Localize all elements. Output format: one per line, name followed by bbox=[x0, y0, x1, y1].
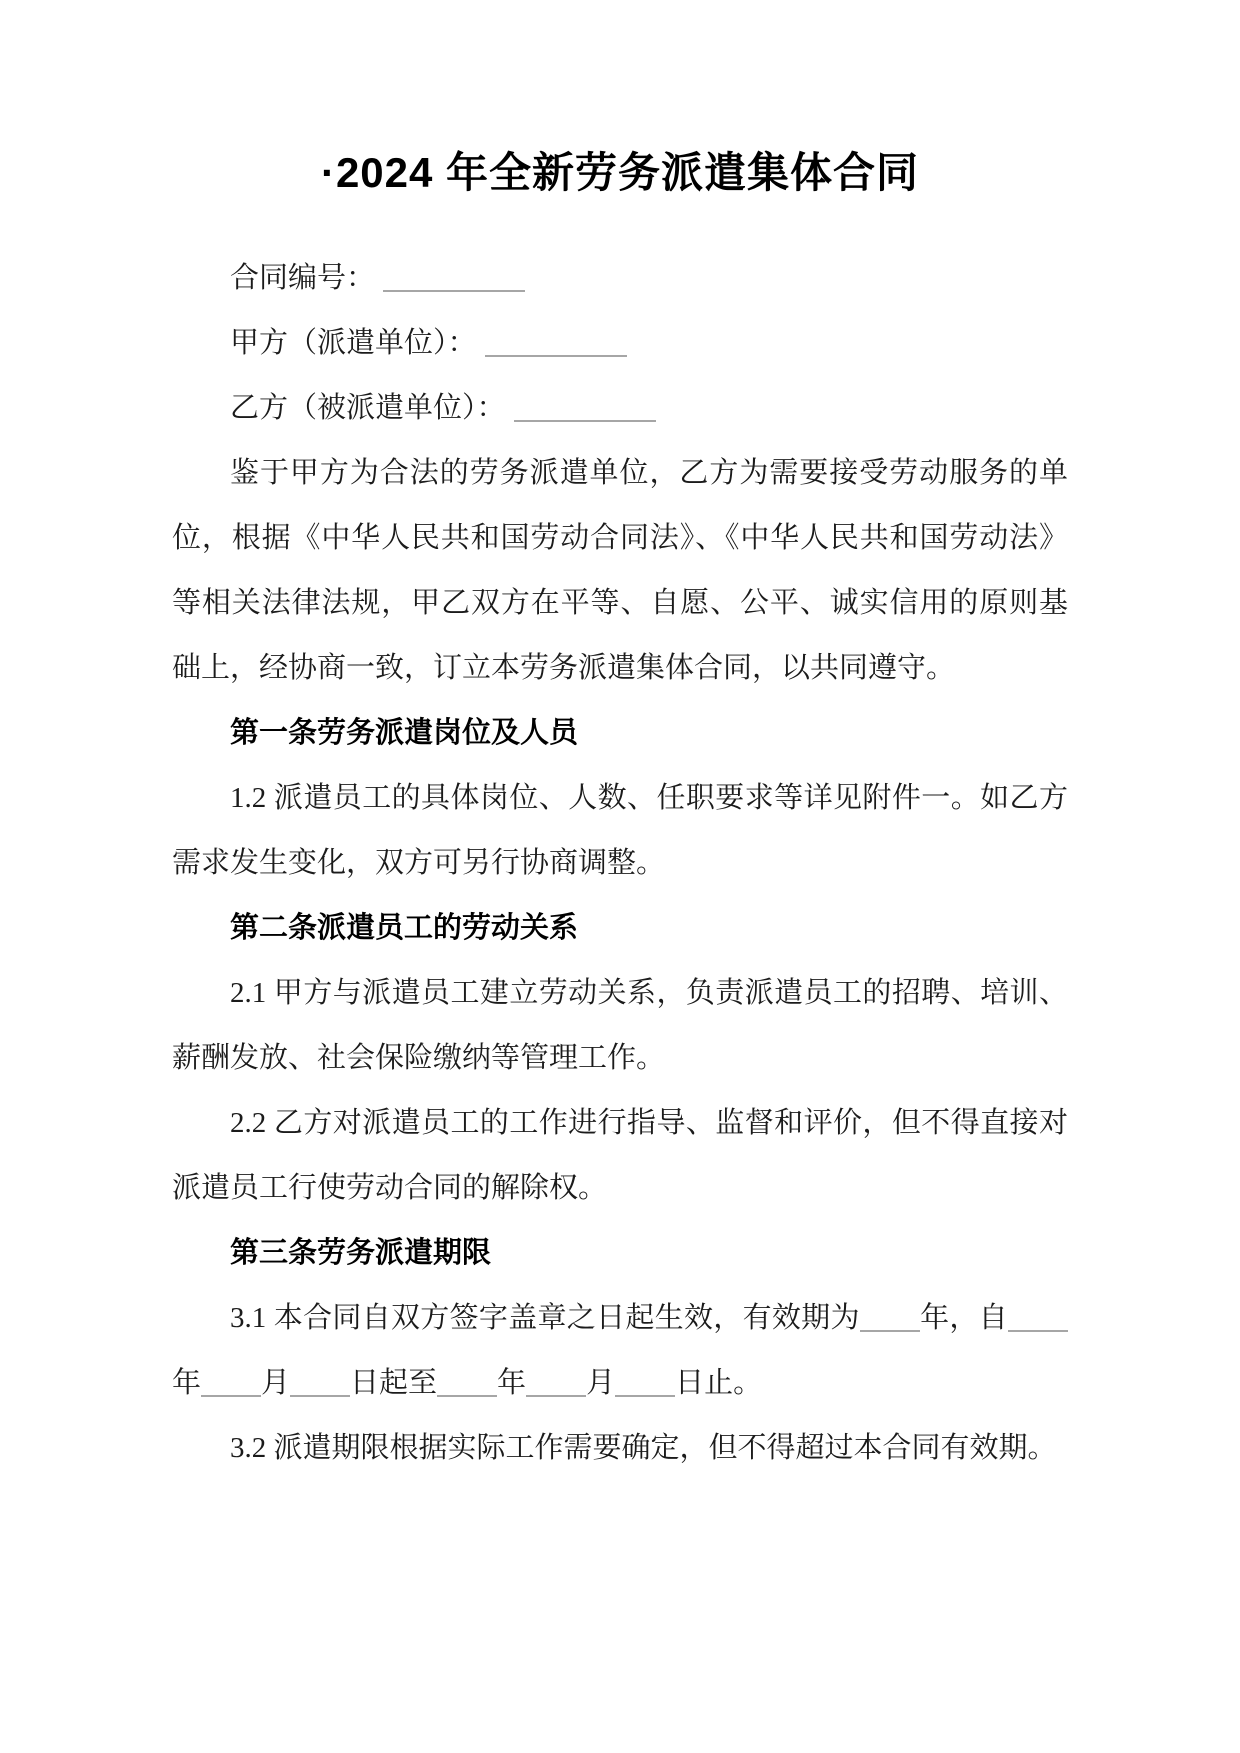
contract-number-row bbox=[172, 246, 1068, 311]
fill-in-blank bbox=[615, 1366, 675, 1397]
section-1-heading: 第一条劳务派遣岗位及人员 bbox=[230, 717, 579, 749]
party-a-row bbox=[172, 311, 1068, 376]
contract-number-label: 合同编号： bbox=[230, 262, 376, 294]
clause-1-2: 1.2 派遣员工的具体岗位、人数、任职要求等详见附件一。如乙方需求发生变化，双方可另行协商调整。 bbox=[172, 782, 1068, 879]
clause-2-1: 2.1 甲方与派遣员工建立劳动关系，负责派遣员工的招聘、培训、薪酬发放、社会保险缴纳等管理工作。 bbox=[172, 977, 1068, 1074]
party-b-label: 乙方（被派遣单位）： bbox=[230, 392, 506, 424]
party-a-blank bbox=[485, 326, 627, 357]
preamble-paragraph: 鉴于甲方为合法的劳务派遣单位，乙方为需要接受劳动服务的单位，根据《中华人民共和国劳动合同法》、《中华人民共和国劳动法》等相关法律法规，甲乙双方在平等、自愿、公平、诚实信用的原则基础上，经协商一致，订立本劳务派遣集体合同，以共同遵守。 bbox=[172, 457, 1068, 684]
fill-in-blank bbox=[437, 1366, 497, 1397]
fill-in-blank bbox=[1008, 1301, 1068, 1332]
contract-number-blank bbox=[383, 261, 525, 292]
clause-2-2: 2.2 乙方对派遣员工的工作进行指导、监督和评价，但不得直接对派遣员工行使劳动合同的解除权。 bbox=[172, 1107, 1068, 1204]
section-3-heading: 第三条劳务派遣期限 bbox=[230, 1237, 492, 1269]
fill-in-blank bbox=[290, 1366, 350, 1397]
page-title: ·2024 年全新劳务派遣集体合同 bbox=[320, 149, 920, 196]
fill-in-blank bbox=[201, 1366, 261, 1397]
party-b-blank bbox=[514, 391, 656, 422]
party-a-label: 甲方（派遣单位）： bbox=[230, 327, 477, 359]
section-2-heading: 第二条派遣员工的劳动关系 bbox=[230, 912, 579, 944]
clause-3-2: 3.2 派遣期限根据实际工作需要确定，但不得超过本合同有效期。 bbox=[230, 1432, 1057, 1464]
fill-in-blank bbox=[860, 1301, 920, 1332]
fill-in-blank bbox=[526, 1366, 586, 1397]
party-b-row bbox=[172, 376, 1068, 441]
clause-3-1: 3.1 本合同自双方签字盖章之日起生效，有效期为 年，自年 月 日起至 年 月 日止。 bbox=[172, 1286, 1068, 1416]
